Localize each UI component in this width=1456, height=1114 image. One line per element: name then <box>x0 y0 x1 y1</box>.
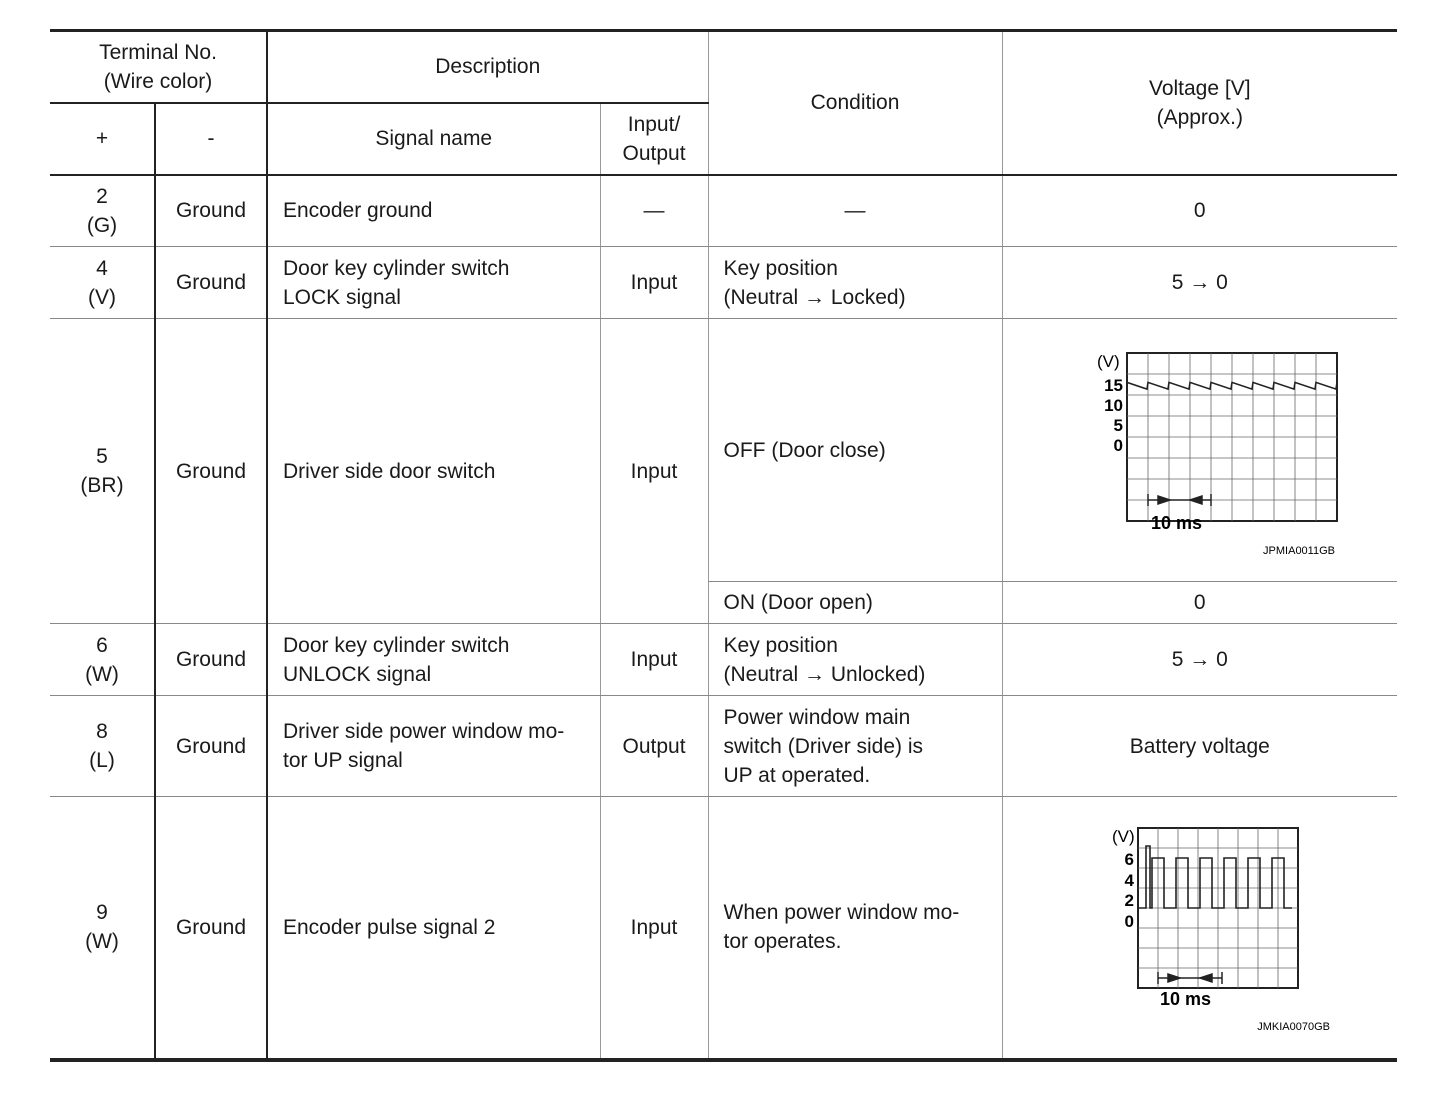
header-input-output: Input/ Output <box>600 103 708 175</box>
encoder-pulse-waveform <box>1050 822 1350 1032</box>
io-cell: Input <box>600 247 708 319</box>
terminal-cell: 8 (L) <box>50 696 155 797</box>
terminal-cell: 2 (G) <box>50 175 155 247</box>
terminal-cell: 4 (V) <box>50 247 155 319</box>
waveform-tick-label: 2 <box>1124 891 1134 911</box>
io-cell: Input <box>600 319 708 624</box>
time-scale-arrows <box>1158 972 1222 984</box>
terminal-cell: 5 (BR) <box>50 319 155 624</box>
terminal-cell: 9 (W) <box>50 797 155 1060</box>
signal-name-cell: Encoder pulse signal 2 <box>267 797 600 1060</box>
io-cell: Input <box>600 624 708 696</box>
table-row <box>50 797 1397 1060</box>
figure-ref-code: JMKIA0070GB <box>1257 1021 1330 1033</box>
condition-cell: Key position (Neutral → Unlocked) <box>708 624 1002 696</box>
waveform-cell <box>1002 319 1397 582</box>
signal-name-cell: Driver side power window mo- tor UP signal <box>267 696 600 797</box>
condition-cell: — <box>708 175 1002 247</box>
table-row <box>50 319 1397 582</box>
signal-name-cell: Driver side door switch <box>267 319 600 624</box>
terminal-table <box>50 29 1397 1062</box>
condition-cell: ON (Door open) <box>708 582 1002 624</box>
header-terminal-no: Terminal No. (Wire color) <box>50 31 267 103</box>
signal-name-cell: Door key cylinder switch UNLOCK signal <box>267 624 600 696</box>
io-cell: — <box>600 175 708 247</box>
time-scale-label: 10 ms <box>1159 989 1211 1010</box>
condition-cell: OFF (Door close) <box>708 319 1002 582</box>
table-row <box>50 696 1397 797</box>
waveform-tick-label: 5 <box>1113 416 1123 435</box>
condition-cell: Key position (Neutral → Locked) <box>708 247 1002 319</box>
ground-cell: Ground <box>155 624 267 696</box>
table-row <box>50 624 1397 696</box>
ground-cell: Ground <box>155 175 267 247</box>
figure-ref-code: JPMIA0011GB <box>1262 545 1335 555</box>
voltage-cell: 5 → 0 <box>1002 247 1397 319</box>
waveform-trace <box>1138 846 1292 908</box>
waveform-tick-label: 15 <box>1103 376 1123 395</box>
ground-cell: Ground <box>155 319 267 624</box>
time-scale-arrows <box>1148 494 1211 506</box>
signal-name-cell: Door key cylinder switch LOCK signal <box>267 247 600 319</box>
ground-cell: Ground <box>155 797 267 1060</box>
header-voltage: Voltage [V] (Approx.) <box>1002 31 1397 175</box>
voltage-cell: 5 → 0 <box>1002 624 1397 696</box>
header-signal-name: Signal name <box>267 103 600 175</box>
waveform-cell <box>1002 797 1397 1060</box>
voltage-cell: 0 <box>1002 582 1397 624</box>
header-plus: + <box>50 103 155 175</box>
header-condition: Condition <box>708 31 1002 175</box>
condition-cell: When power window mo- tor operates. <box>708 797 1002 1060</box>
voltage-cell: Battery voltage <box>1002 696 1397 797</box>
condition-cell: Power window main switch (Driver side) is UP at operated. <box>708 696 1002 797</box>
ground-cell: Ground <box>155 696 267 797</box>
waveform-unit-label: (V) <box>1096 352 1120 371</box>
header-description: Description <box>267 31 708 103</box>
table-row <box>50 247 1397 319</box>
io-cell: Output <box>600 696 708 797</box>
waveform-tick-label: 0 <box>1124 912 1134 932</box>
waveform-tick-label: 6 <box>1124 850 1134 870</box>
signal-name-cell: Encoder ground <box>267 175 600 247</box>
io-cell: Input <box>600 797 708 1060</box>
door-switch-waveform <box>1035 345 1365 555</box>
header-minus: - <box>155 103 267 175</box>
waveform-tick-label: 4 <box>1124 871 1134 891</box>
terminal-cell: 6 (W) <box>50 624 155 696</box>
table-row <box>50 175 1397 247</box>
waveform-tick-label: 0 <box>1113 436 1123 455</box>
voltage-cell: 0 <box>1002 175 1397 247</box>
time-scale-label: 10 ms <box>1150 513 1202 533</box>
waveform-unit-label: (V) <box>1111 827 1135 847</box>
waveform-tick-label: 10 <box>1103 396 1123 415</box>
ground-cell: Ground <box>155 247 267 319</box>
